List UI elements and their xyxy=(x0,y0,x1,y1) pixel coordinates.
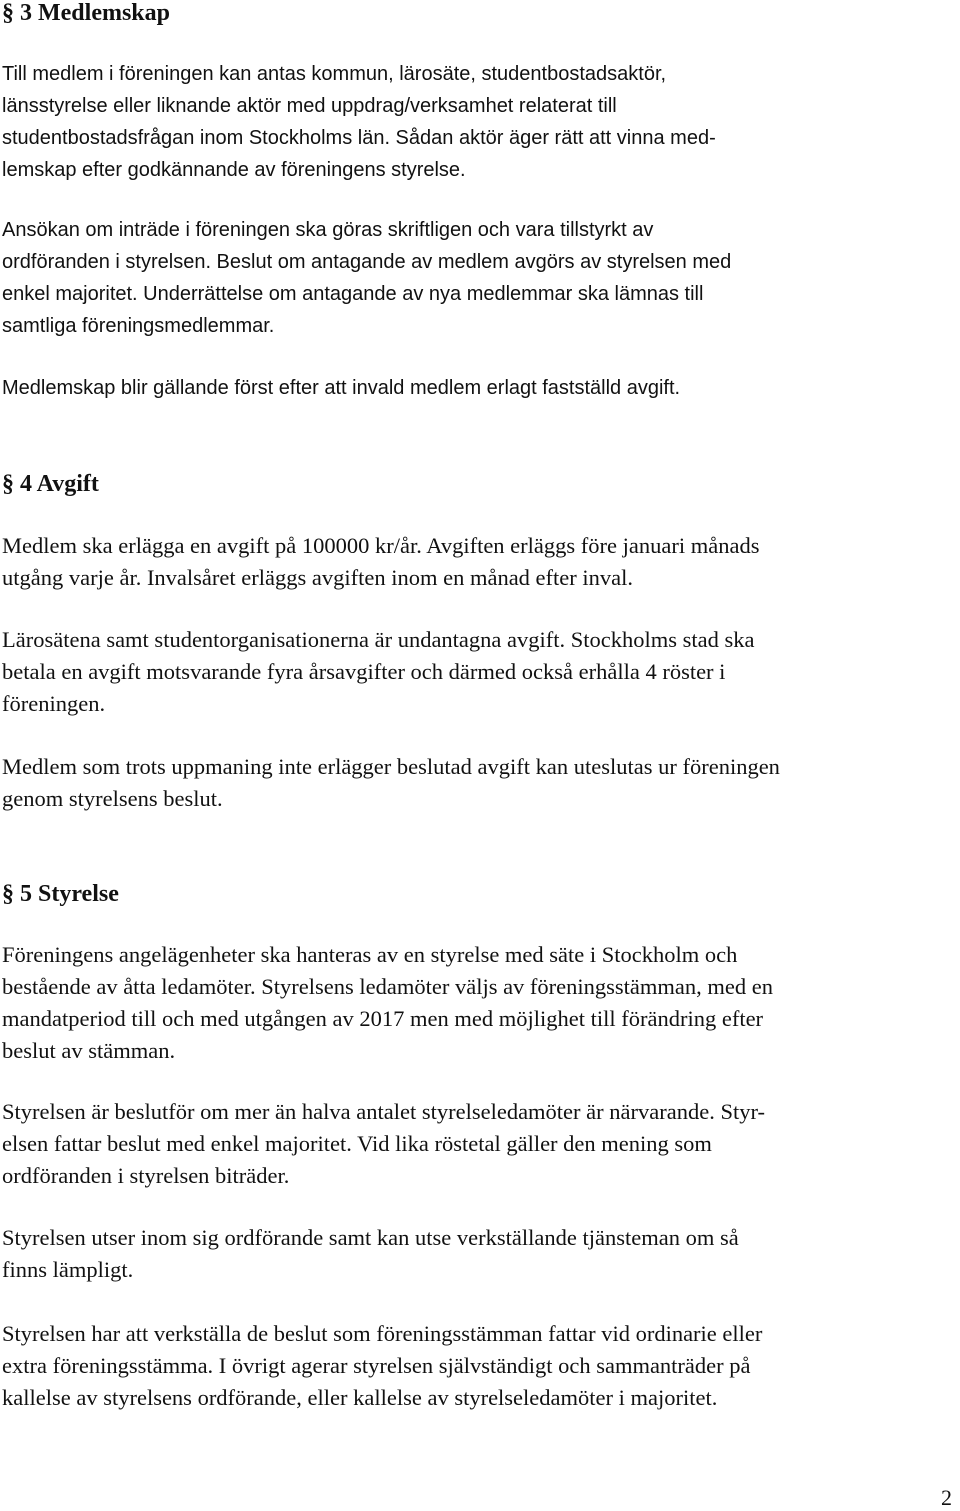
text-line: Föreningens angelägenheter ska hanteras av en styrelse med säte i Stockholm och xyxy=(2,942,738,967)
text-line: bestående av åtta ledamöter. Styrelsens ledamöter väljs av föreningsstämman, med en xyxy=(2,974,773,999)
text-line: Styrelsen har att verkställa de beslut som föreningsstämman fattar vid ordinarie eller xyxy=(2,1321,763,1346)
text-line: samtliga föreningsmedlemmar. xyxy=(2,315,275,337)
text-line: föreningen. xyxy=(2,691,106,716)
paragraph-medlemskap-3 xyxy=(2,372,952,404)
text-line: Medlem som trots uppmaning inte erlägger beslutad avgift kan uteslutas ur föreningen xyxy=(2,754,780,779)
text-line: Medlem ska erlägga en avgift på 100000 kr/år. Avgiften erläggs före januari månads xyxy=(2,533,760,558)
text-line: länsstyrelse eller liknande aktör med uppdrag/verksamhet relaterat till xyxy=(2,95,617,117)
text-line: Lärosätena samt studentorganisationerna är undantagna avgift. Stockholms stad ska xyxy=(2,627,755,652)
paragraph-avgift-2 xyxy=(2,624,952,720)
text-line: mandatperiod till och med utgången av 2017 men med möjlighet till förändring efter xyxy=(2,1006,764,1031)
text-line: Styrelsen är beslutför om mer än halva antalet styrelseledamöter är närvarande. Styr- xyxy=(2,1099,766,1124)
text-line: lemskap efter godkännande av föreningens styrelse. xyxy=(2,159,466,181)
text-line: beslut av stämman. xyxy=(2,1038,176,1063)
paragraph-styrelse-1 xyxy=(2,939,952,1067)
text-line: Till medlem i föreningen kan antas kommun, lärosäte, studentbostadsaktör, xyxy=(2,63,667,85)
text-line: finns lämpligt. xyxy=(2,1257,134,1282)
section-heading-avgift: § 4 Avgift xyxy=(2,471,99,497)
paragraph-medlemskap-2 xyxy=(2,214,952,342)
text-line: Styrelsen utser inom sig ordförande samt kan utse verkställande tjänsteman om så xyxy=(2,1225,739,1250)
text-line: betala en avgift motsvarande fyra årsavgifter och därmed också erhålla 4 röster i xyxy=(2,659,726,684)
paragraph-styrelse-2 xyxy=(2,1096,952,1192)
page-number: 2 xyxy=(941,1485,952,1510)
section-heading-styrelse: § 5 Styrelse xyxy=(2,881,119,907)
text-line: enkel majoritet. Underrättelse om antagande av nya medlemmar ska lämnas till xyxy=(2,283,704,305)
paragraph-styrelse-4 xyxy=(2,1318,952,1414)
text-line: utgång varje år. Invalsåret erläggs avgiften inom en månad efter inval. xyxy=(2,565,633,590)
text-line: elsen fattar beslut med enkel majoritet. Vid lika röstetal gäller den mening som xyxy=(2,1131,712,1156)
text-line: genom styrelsens beslut. xyxy=(2,786,223,811)
section-heading-medlemskap: § 3 Medlemskap xyxy=(2,0,170,26)
text-line: ordföranden i styrelsen biträder. xyxy=(2,1163,290,1188)
text-line: studentbostadsfrågan inom Stockholms län. Sådan aktör äger rätt att vinna med- xyxy=(2,127,716,149)
text-line: Medlemskap blir gällande först efter att invald medlem erlagt fastställd avgift. xyxy=(2,377,681,399)
text-line: ordföranden i styrelsen. Beslut om antagande av medlem avgörs av styrelsen med xyxy=(2,251,732,273)
text-line: extra föreningsstämma. I övrigt agerar styrelsen självständigt och sammanträder på xyxy=(2,1353,751,1378)
paragraph-medlemskap-1 xyxy=(2,58,952,186)
paragraph-avgift-1 xyxy=(2,530,952,594)
paragraph-avgift-3 xyxy=(2,751,952,815)
text-line: kallelse av styrelsens ordförande, eller kallelse av styrelseledamöter i majoritet. xyxy=(2,1385,718,1410)
paragraph-styrelse-3 xyxy=(2,1222,952,1286)
text-line: Ansökan om inträde i föreningen ska göras skriftligen och vara tillstyrkt av xyxy=(2,219,654,241)
